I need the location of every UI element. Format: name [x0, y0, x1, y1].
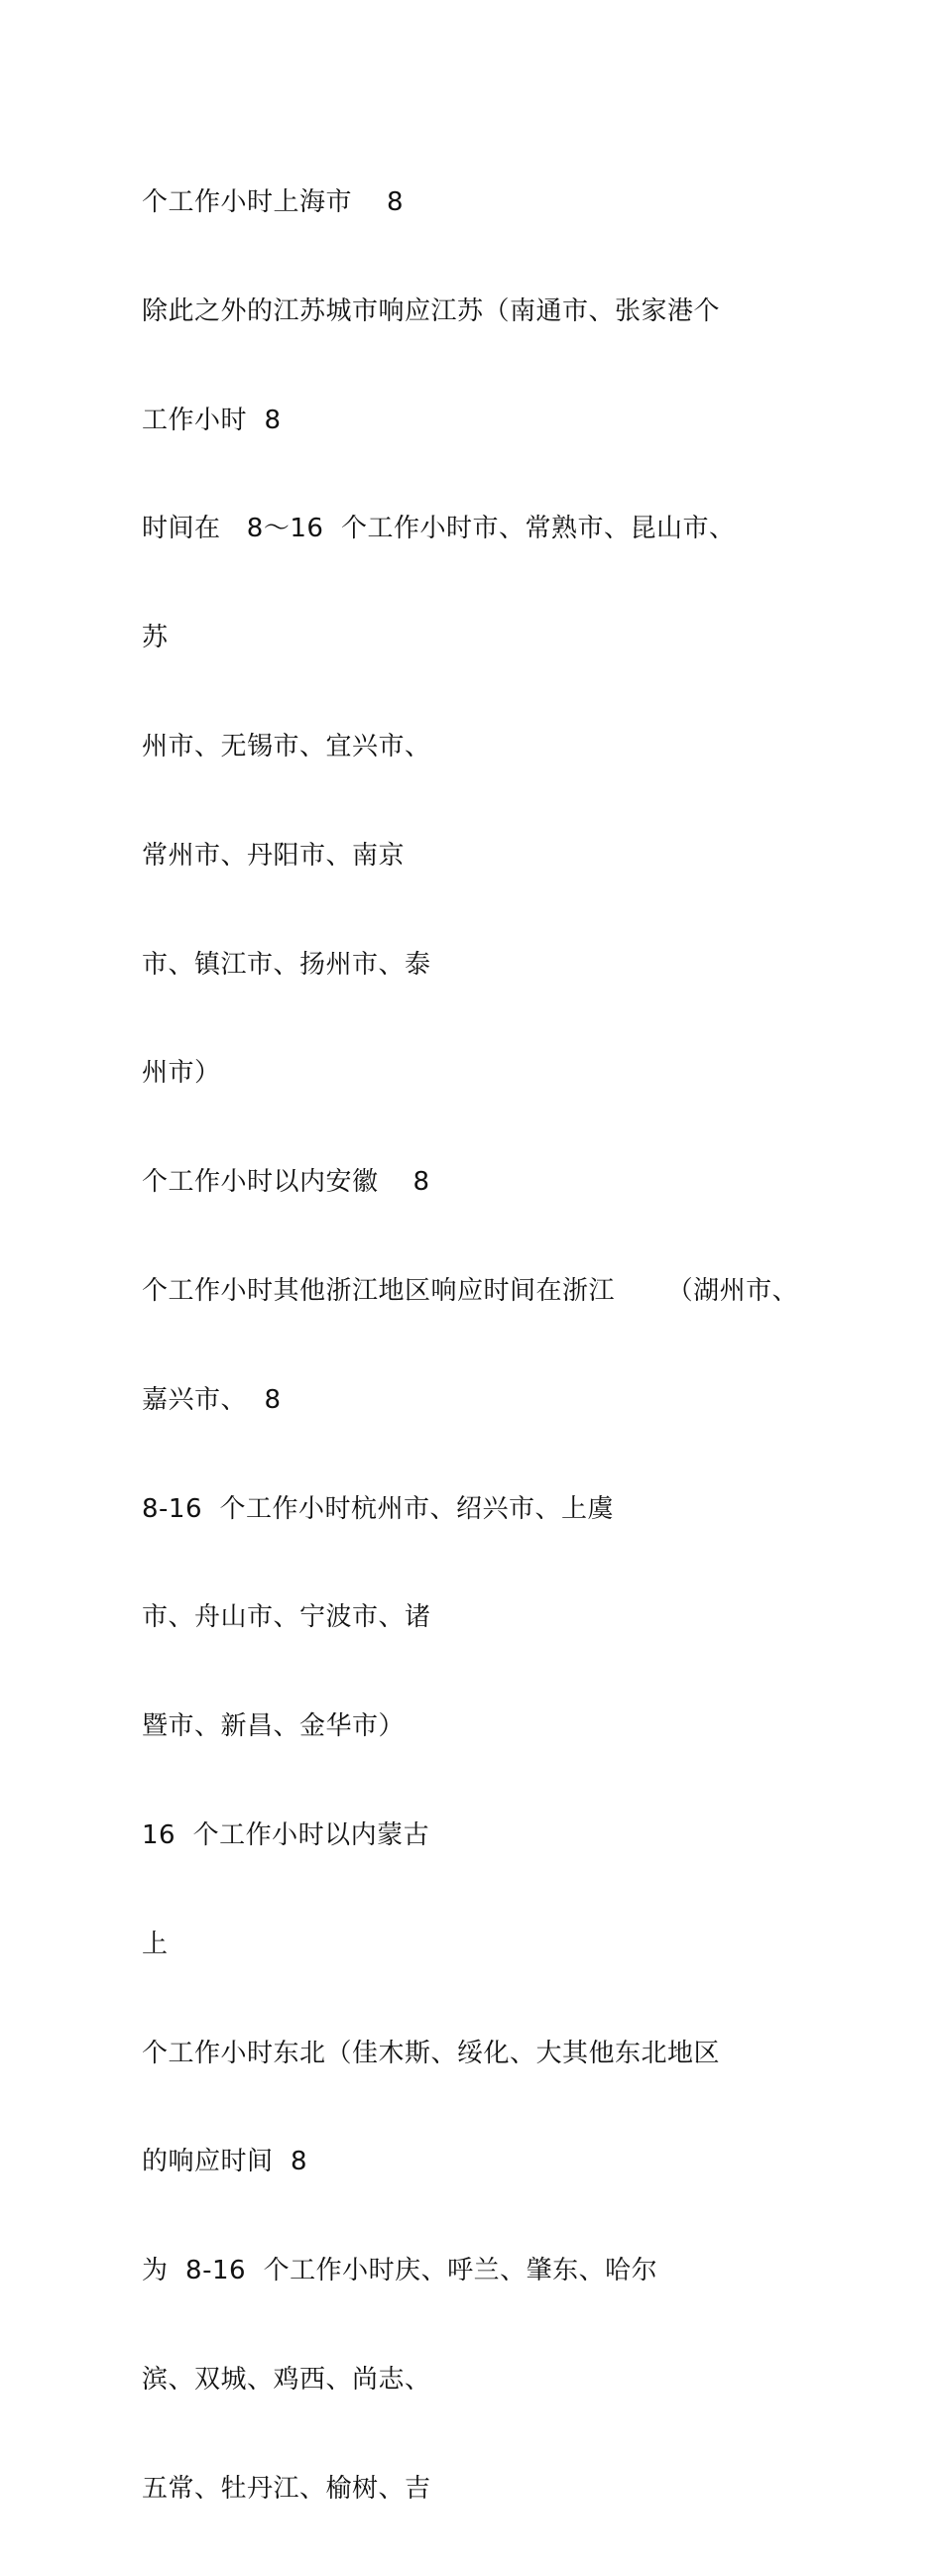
text-line: 个工作小时上海市 8	[142, 187, 405, 217]
text-line: 的响应时间 8	[142, 2147, 308, 2177]
text-line: 五常、牡丹江、榆树、吉	[142, 2473, 431, 2504]
document-body	[142, 121, 915, 2576]
text-line: 市、舟山市、宁波市、诸	[142, 1602, 431, 1633]
text-line: 工作小时 8	[142, 405, 282, 435]
text-line: 苏	[142, 623, 169, 653]
text-line: 暨市、新昌、金华市）	[142, 1711, 406, 1742]
text-line: 16 个工作小时以内蒙古	[142, 1819, 430, 1850]
text-line: 州市、无锡市、宜兴市、	[142, 731, 431, 761]
text-line: 州市）	[142, 1058, 221, 1089]
text-line: 时间在 8～16 个工作小时市、常熟市、昆山市、	[142, 514, 736, 544]
text-line: 上	[142, 1929, 169, 1959]
text-line: 为 8-16 个工作小时庆、呼兰、肇东、哈尔	[142, 2256, 658, 2286]
text-line: 个工作小时以内安徽 8	[142, 1167, 430, 1198]
text-line: 8-16 个工作小时杭州市、绍兴市、上虞	[142, 1493, 615, 1524]
text-line: 市、镇江市、扬州市、泰	[142, 949, 431, 980]
text-line: 常州市、丹阳市、南京	[142, 840, 406, 871]
text-line: 嘉兴市、 8	[142, 1384, 282, 1415]
text-line: 个工作小时其他浙江地区响应时间在浙江 （湖州市、	[142, 1275, 799, 1306]
text-line: 个工作小时东北（佳木斯、绥化、大其他东北地区	[142, 2038, 721, 2068]
text-line: 滨、双城、鸡西、尚志、	[142, 2364, 431, 2395]
text-line: 除此之外的江苏城市响应江苏（南通市、张家港个	[142, 295, 721, 326]
